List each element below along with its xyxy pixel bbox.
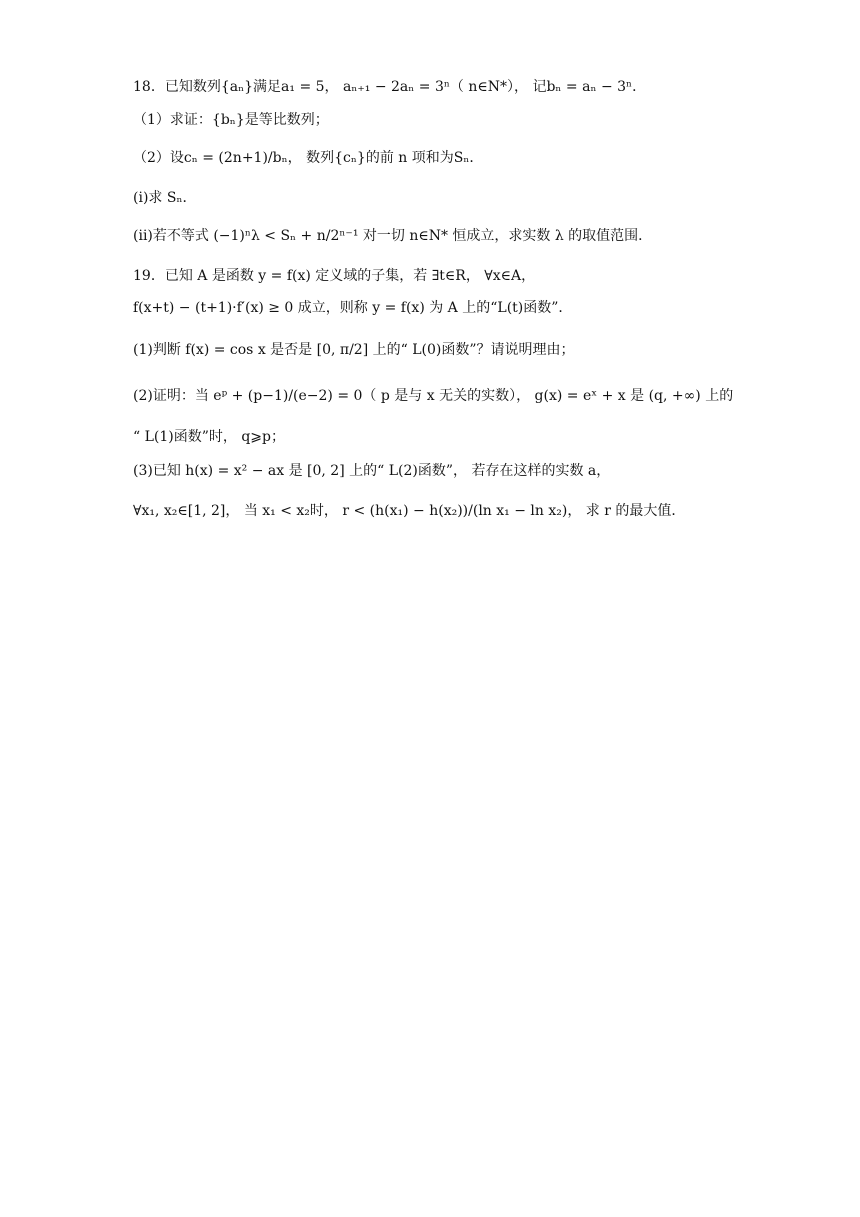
problem-18-part-2: （2）设cₙ = (2n+1)/bₙ， 数列{cₙ}的前 n 项和为Sₙ． xyxy=(133,150,484,166)
problem-19-part-2-line-1: (2)证明：当 eᵖ + (p−1)/(e−2) = 0（ p 是与 x 无关的实数）， g(x) = eˣ + x 是 (q, +∞) 上的 xyxy=(133,388,734,404)
problem-19-stem-line-2: f(x+t) − (t+1)·f′(x) ≥ 0 成立，则称 y = f(x) 为 A 上的“L(t)函数”． xyxy=(133,300,573,316)
problem-18-part-2-ii: (ⅱ)若不等式 (−1)ⁿλ < Sₙ + n/2ⁿ⁻¹ 对一切 n∈N* 恒成立，求实数 λ 的取值范围． xyxy=(133,228,653,244)
problem-19-part-1: (1)判断 f(x) = cos x 是否是 [0, π/2] 上的“ L(0)函数”？请说明理由； xyxy=(133,342,575,358)
problem-18-stem: 18．已知数列{aₙ}满足a₁ = 5， aₙ₊₁ − 2aₙ = 3ⁿ（ n∈N*）， 记bₙ = aₙ − 3ⁿ． xyxy=(133,79,647,95)
problem-18-part-1: （1）求证：{bₙ}是等比数列； xyxy=(133,112,329,128)
problem-18-part-2-i: (ⅰ)求 Sₙ． xyxy=(133,190,197,206)
problem-19-part-2-line-2: “ L(1)函数”时， q⩾p； xyxy=(133,429,285,445)
problem-19-part-3-line-2: ∀x₁, x₂∈[1, 2]， 当 x₁ < x₂时， r < (h(x₁) − h(x₂))/(ln x₁ − ln x₂)， 求 r 的最大值． xyxy=(133,503,686,519)
problem-19-part-3-line-1: (3)已知 h(x) = x² − ax 是 [0, 2] 上的“ L(2)函数”， 若存在这样的实数 a， xyxy=(133,463,611,479)
problem-19-stem-line-1: 19．已知 A 是函数 y = f(x) 定义域的子集，若 ∃t∈R， ∀x∈A， xyxy=(133,268,536,284)
